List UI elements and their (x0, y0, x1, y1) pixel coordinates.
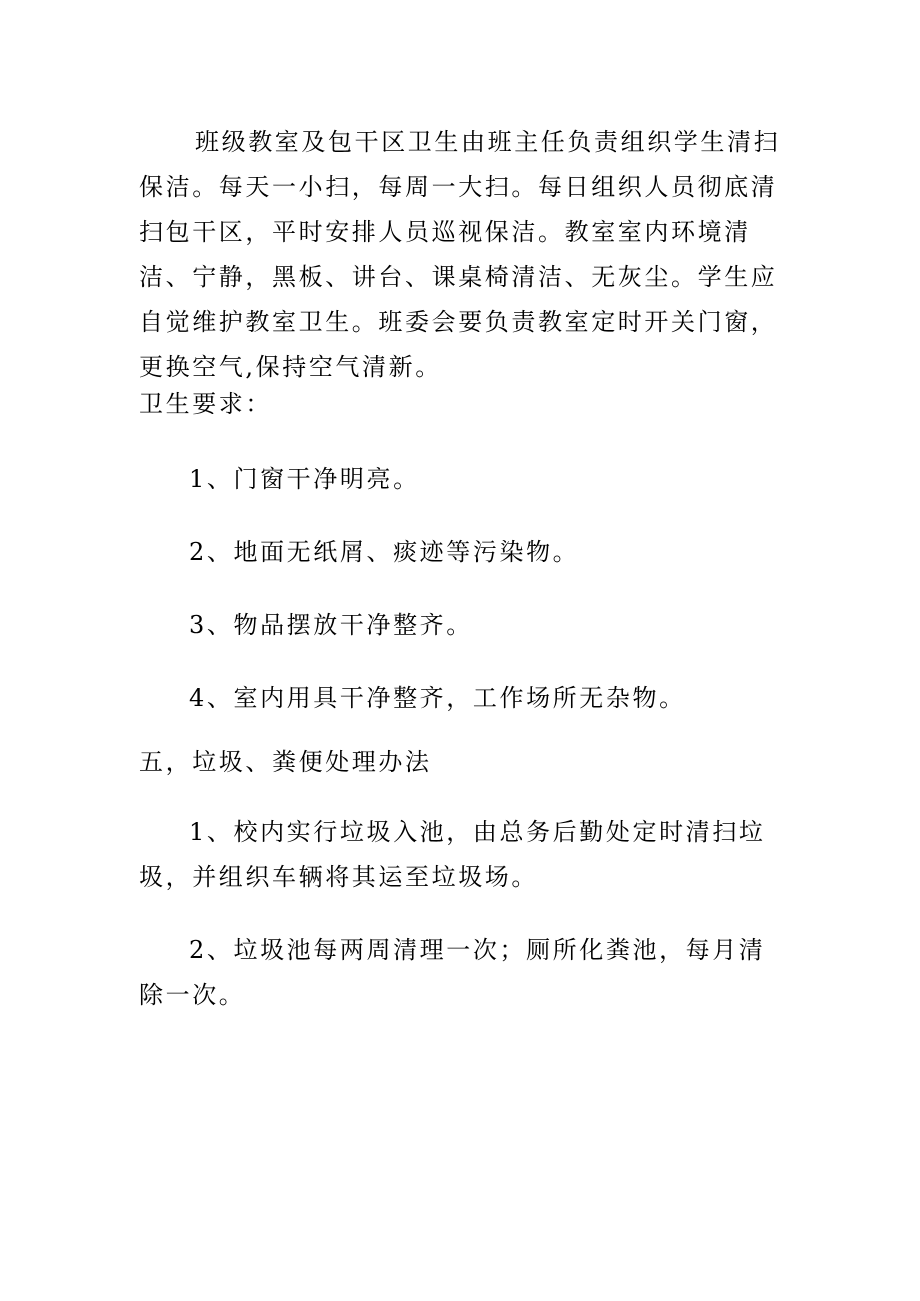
section-five-item-1: 1、校内实行垃圾入池，由总务后勤处定时清扫垃圾，并组织车辆将其运至垃圾场。 (139, 818, 766, 891)
requirement-item-3: 3、物品摆放干净整齐。 (189, 611, 473, 639)
section-five-heading: 五，垃圾、粪便处理办法 (139, 748, 432, 776)
requirement-item-2: 2、地面无纸屑、痰迹等污染物。 (189, 538, 580, 566)
requirement-item-1: 1、门窗干净明亮。 (189, 465, 420, 493)
requirements-heading: 卫生要求： (139, 390, 272, 418)
requirement-item-4: 4、室内用具干净整齐，工作场所无杂物。 (189, 684, 686, 712)
section-five-item-2: 2、垃圾池每两周清理一次；厕所化粪池，每月清除一次。 (139, 936, 766, 1009)
intro-paragraph: 班级教室及包干区卫生由班主任负责组织学生清扫保洁。每天一小扫，每周一大扫。每日组织人员彻底清扫包干区，平时安排人员巡视保洁。教室室内环境清洁、宁静，黑板、讲台、课桌椅清洁、无灰尘。学生应自觉维护教室卫生。班委会要负责教室定时开关门窗，更换空气,保持空气清新。 (139, 128, 781, 381)
